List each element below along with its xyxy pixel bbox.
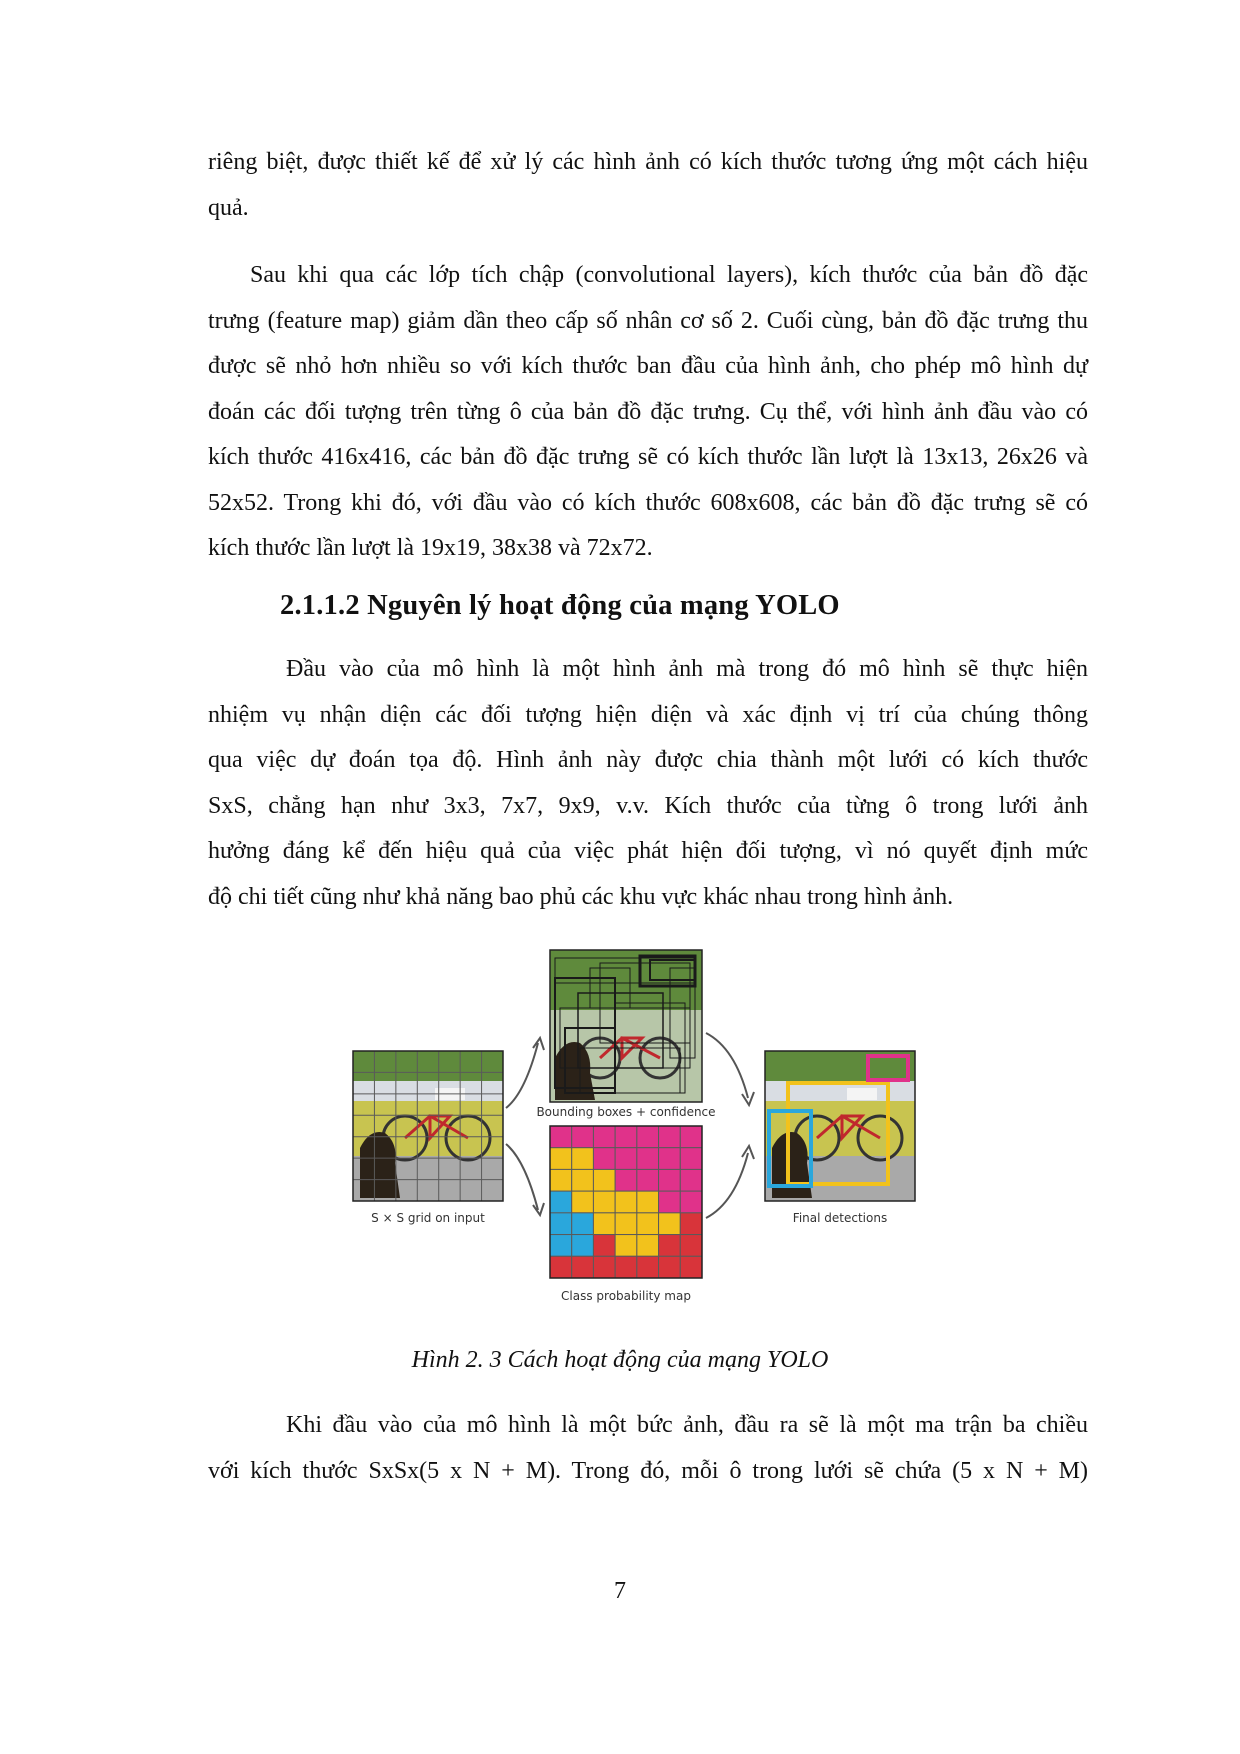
arrow-icon xyxy=(706,1146,754,1218)
tree-area xyxy=(353,1051,503,1081)
text-line: kích thước lần lượt là 19x19, 38x38 và 72x72. xyxy=(208,535,653,561)
paragraph-yolo-principle xyxy=(208,647,1088,920)
yolo-diagram xyxy=(350,948,925,1306)
class-cell xyxy=(680,1191,702,1213)
class-cell xyxy=(659,1191,681,1213)
class-cell xyxy=(615,1191,637,1213)
text-line: Đầu vào của mô hình là một hình ảnh mà trong đó mô hình sẽ thực hiện xyxy=(286,656,1088,682)
class-cell xyxy=(615,1256,637,1278)
class-cell xyxy=(615,1169,637,1191)
class-probability-panel xyxy=(550,1126,702,1278)
class-cell xyxy=(637,1148,659,1170)
paragraph-output xyxy=(208,1403,1088,1494)
class-cell xyxy=(659,1169,681,1191)
figure-caption: Hình 2. 3 Cách hoạt động của mạng YOLO xyxy=(411,1347,829,1373)
text-line: SxS, chẳng hạn như 3x3, 7x7, 9x9, v.v. Kích thước của từng ô trong lưới ảnh xyxy=(208,792,1088,819)
class-cell xyxy=(659,1256,681,1278)
input-grid-label: S × S grid on input xyxy=(371,1211,485,1225)
paragraph-continuation xyxy=(208,140,1088,231)
section-heading: 2.1.1.2 Nguyên lý hoạt động của mạng YOLO xyxy=(280,590,840,621)
text-line: Sau khi qua các lớp tích chập (convolutional layers), kích thước của bản đồ đặc xyxy=(250,262,1088,288)
text-line: hưởng đáng kể đến hiệu quả của việc phát hiện đối tượng, vì nó quyết định mức xyxy=(208,838,1088,864)
class-cell xyxy=(615,1213,637,1235)
text-line: quả. xyxy=(208,194,249,221)
input-image-panel xyxy=(353,1051,503,1201)
class-cell xyxy=(637,1213,659,1235)
bounding-boxes-panel xyxy=(550,950,702,1102)
class-cell xyxy=(637,1191,659,1213)
street-area xyxy=(353,1081,503,1101)
car-shape xyxy=(847,1088,877,1100)
class-cell xyxy=(593,1235,615,1257)
text-line: kích thước 416x416, các bản đồ đặc trưng sẽ có kích thước lần lượt là 13x13, 26x26 và xyxy=(208,444,1088,470)
class-cell xyxy=(572,1191,594,1213)
class-cell xyxy=(659,1126,681,1148)
class-cell xyxy=(550,1148,572,1170)
arrow-icon xyxy=(506,1144,544,1215)
class-cell xyxy=(680,1169,702,1191)
arrow-icon xyxy=(506,1038,544,1108)
text-line: qua việc dự đoán tọa độ. Hình ảnh này được chia thành một lưới có kích thước xyxy=(208,747,1088,773)
class-cell xyxy=(637,1126,659,1148)
class-cell xyxy=(615,1235,637,1257)
class-cell xyxy=(550,1126,572,1148)
arrow-icon xyxy=(706,1033,754,1105)
paragraph-feature-map xyxy=(208,253,1088,572)
final-detections-panel xyxy=(765,1051,915,1201)
class-cell xyxy=(680,1256,702,1278)
class-map-label: Class probability map xyxy=(561,1289,691,1303)
class-cell xyxy=(680,1148,702,1170)
class-cell xyxy=(615,1148,637,1170)
class-cell xyxy=(659,1213,681,1235)
class-cell xyxy=(572,1213,594,1235)
class-cell xyxy=(593,1126,615,1148)
class-cell xyxy=(637,1169,659,1191)
class-cell xyxy=(593,1169,615,1191)
class-cell xyxy=(550,1235,572,1257)
class-cell xyxy=(550,1256,572,1278)
text-line: riêng biệt, được thiết kế để xử lý các hình ảnh có kích thước tương ứng một cách hiệu xyxy=(208,149,1088,175)
class-cell xyxy=(659,1235,681,1257)
text-line: độ chi tiết cũng như khả năng bao phủ các khu vực khác nhau trong hình ảnh. xyxy=(208,883,954,910)
text-line: Khi đầu vào của mô hình là một bức ảnh, đầu ra sẽ là một ma trận ba chiều xyxy=(286,1412,1088,1438)
class-cell xyxy=(572,1126,594,1148)
class-cell xyxy=(572,1235,594,1257)
class-cell xyxy=(572,1256,594,1278)
class-cell xyxy=(550,1213,572,1235)
text-line: 52x52. Trong khi đó, với đầu vào có kích thước 608x608, các bản đồ đặc trưng sẽ có xyxy=(208,489,1088,516)
yolo-figure xyxy=(350,948,925,1306)
class-cell xyxy=(593,1213,615,1235)
text-line: được sẽ nhỏ hơn nhiều so với kích thước ban đầu của hình ảnh, cho phép mô hình dự xyxy=(208,353,1088,379)
class-cell xyxy=(680,1235,702,1257)
class-cell xyxy=(637,1235,659,1257)
class-cell xyxy=(637,1256,659,1278)
bounding-boxes-label: Bounding boxes + confidence xyxy=(536,1105,716,1119)
class-cell xyxy=(572,1148,594,1170)
final-detections-label: Final detections xyxy=(792,1211,888,1225)
class-cell xyxy=(615,1126,637,1148)
class-cell xyxy=(680,1126,702,1148)
text-line: nhiệm vụ nhận diện các đối tượng hiện diện và xác định vị trí của chúng thông xyxy=(208,701,1088,728)
text-line: đoán các đối tượng trên từng ô của bản đồ đặc trưng. Cụ thể, với hình ảnh đầu vào có xyxy=(208,398,1088,425)
class-cell xyxy=(550,1169,572,1191)
page-number: 7 xyxy=(614,1578,626,1604)
text-line: với kích thước SxSx(5 x N + M). Trong đó, mỗi ô trong lưới sẽ chứa (5 x N + M) xyxy=(208,1457,1088,1484)
class-cell xyxy=(593,1256,615,1278)
class-cell xyxy=(572,1169,594,1191)
class-cell xyxy=(593,1148,615,1170)
text-line: trưng (feature map) giảm dần theo cấp số nhân cơ số 2. Cuối cùng, bản đồ đặc trưng thu xyxy=(208,307,1088,334)
class-cell xyxy=(659,1148,681,1170)
class-cell xyxy=(550,1191,572,1213)
class-cell xyxy=(593,1191,615,1213)
class-cell xyxy=(680,1213,702,1235)
